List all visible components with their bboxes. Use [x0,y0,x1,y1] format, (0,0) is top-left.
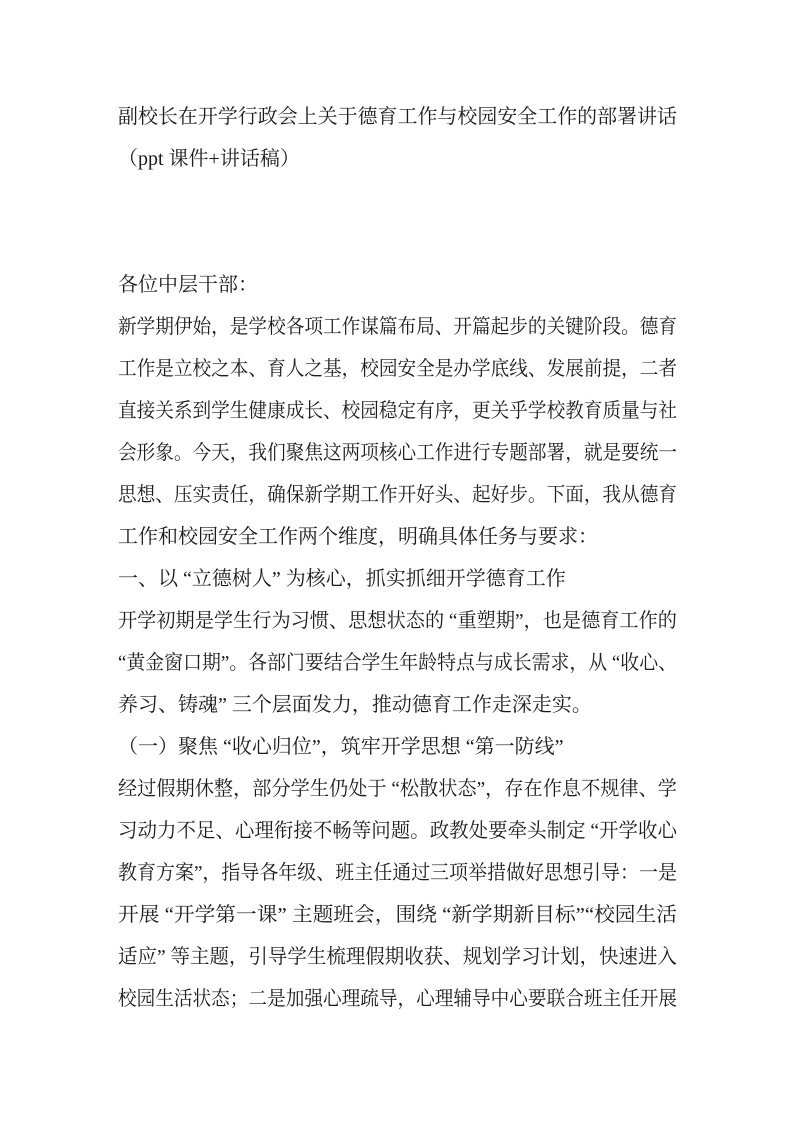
salutation-line [118,264,677,306]
paragraph-line [118,516,677,558]
section-heading-1 [118,558,677,600]
paragraph-text: “黄金窗口期”。各部门要结合学生年龄特点与成长需求，从 “收心、 [118,652,677,674]
paragraph-text: 工作是立校之本、育人之基，校园安全是办学底线、发展前提，二者 [118,358,677,380]
section-heading-text: 一、以 “立德树人” 为核心，抓实抓细开学德育工作 [118,568,566,590]
paragraph-line [118,600,677,642]
paragraph-line [118,978,677,1020]
document-title-text-1: 副校长在开学行政会上关于德育工作与校园安全工作的部署讲话 [118,106,677,128]
paragraph-line [118,390,677,432]
subsection-heading-text: （一）聚焦 “收心归位”，筑牢开学思想 “第一防线” [118,736,564,758]
paragraph-line [118,810,677,852]
paragraph-text: 开展 “开学第一课” 主题班会，围绕 “新学期新目标”“校园生活 [118,904,677,926]
paragraph-text: 新学期伊始，是学校各项工作谋篇布局、开篇起步的关键阶段。德育 [118,316,677,338]
paragraph-text: 工作和校园安全工作两个维度，明确具体任务与要求： [118,526,598,548]
paragraph-line [118,306,677,348]
paragraph-text: 开学初期是学生行为习惯、思想状态的 “重塑期”，也是德育工作的 [118,610,677,632]
title-body-gap [118,180,677,264]
paragraph-line [118,768,677,810]
paragraph-line [118,348,677,390]
salutation-text: 各位中层干部： [118,274,258,296]
paragraph-text: 养习、铸魂” 三个层面发力，推动德育工作走深走实。 [118,694,592,716]
paragraph-line [118,474,677,516]
paragraph-text: 教育方案”，指导各年级、班主任通过三项举措做好思想引导：一是 [118,862,677,884]
subsection-heading-1 [118,726,677,768]
paragraph-line [118,642,677,684]
paragraph-text: 适应” 等主题，引导学生梳理假期收获、规划学习计划，快速进入 [118,946,677,968]
paragraph-line [118,852,677,894]
paragraph-text: 校园生活状态；二是加强心理疏导，心理辅导中心要联合班主任开展 [118,988,677,1010]
paragraph-line [118,936,677,978]
paragraph-text: 习动力不足、心理衔接不畅等问题。政教处要牵头制定 “开学收心 [118,820,677,842]
paragraph-line [118,432,677,474]
paragraph-text: 经过假期休整，部分学生仍处于 “松散状态”，存在作息不规律、学 [118,778,677,800]
paragraph-text: 会形象。今天，我们聚焦这两项核心工作进行专题部署，就是要统一 [118,442,677,464]
paragraph-text: 思想、压实责任，确保新学期工作开好头、起好步。下面，我从德育 [118,484,677,506]
document-title-text-2: （ppt 课件+讲话稿） [118,148,300,170]
paragraph-text: 直接关系到学生健康成长、校园稳定有序，更关乎学校教育质量与社 [118,400,677,422]
paragraph-line [118,894,677,936]
paragraph-line [118,684,677,726]
document-title-line-2 [118,138,677,180]
document-title-line-1 [118,96,677,138]
